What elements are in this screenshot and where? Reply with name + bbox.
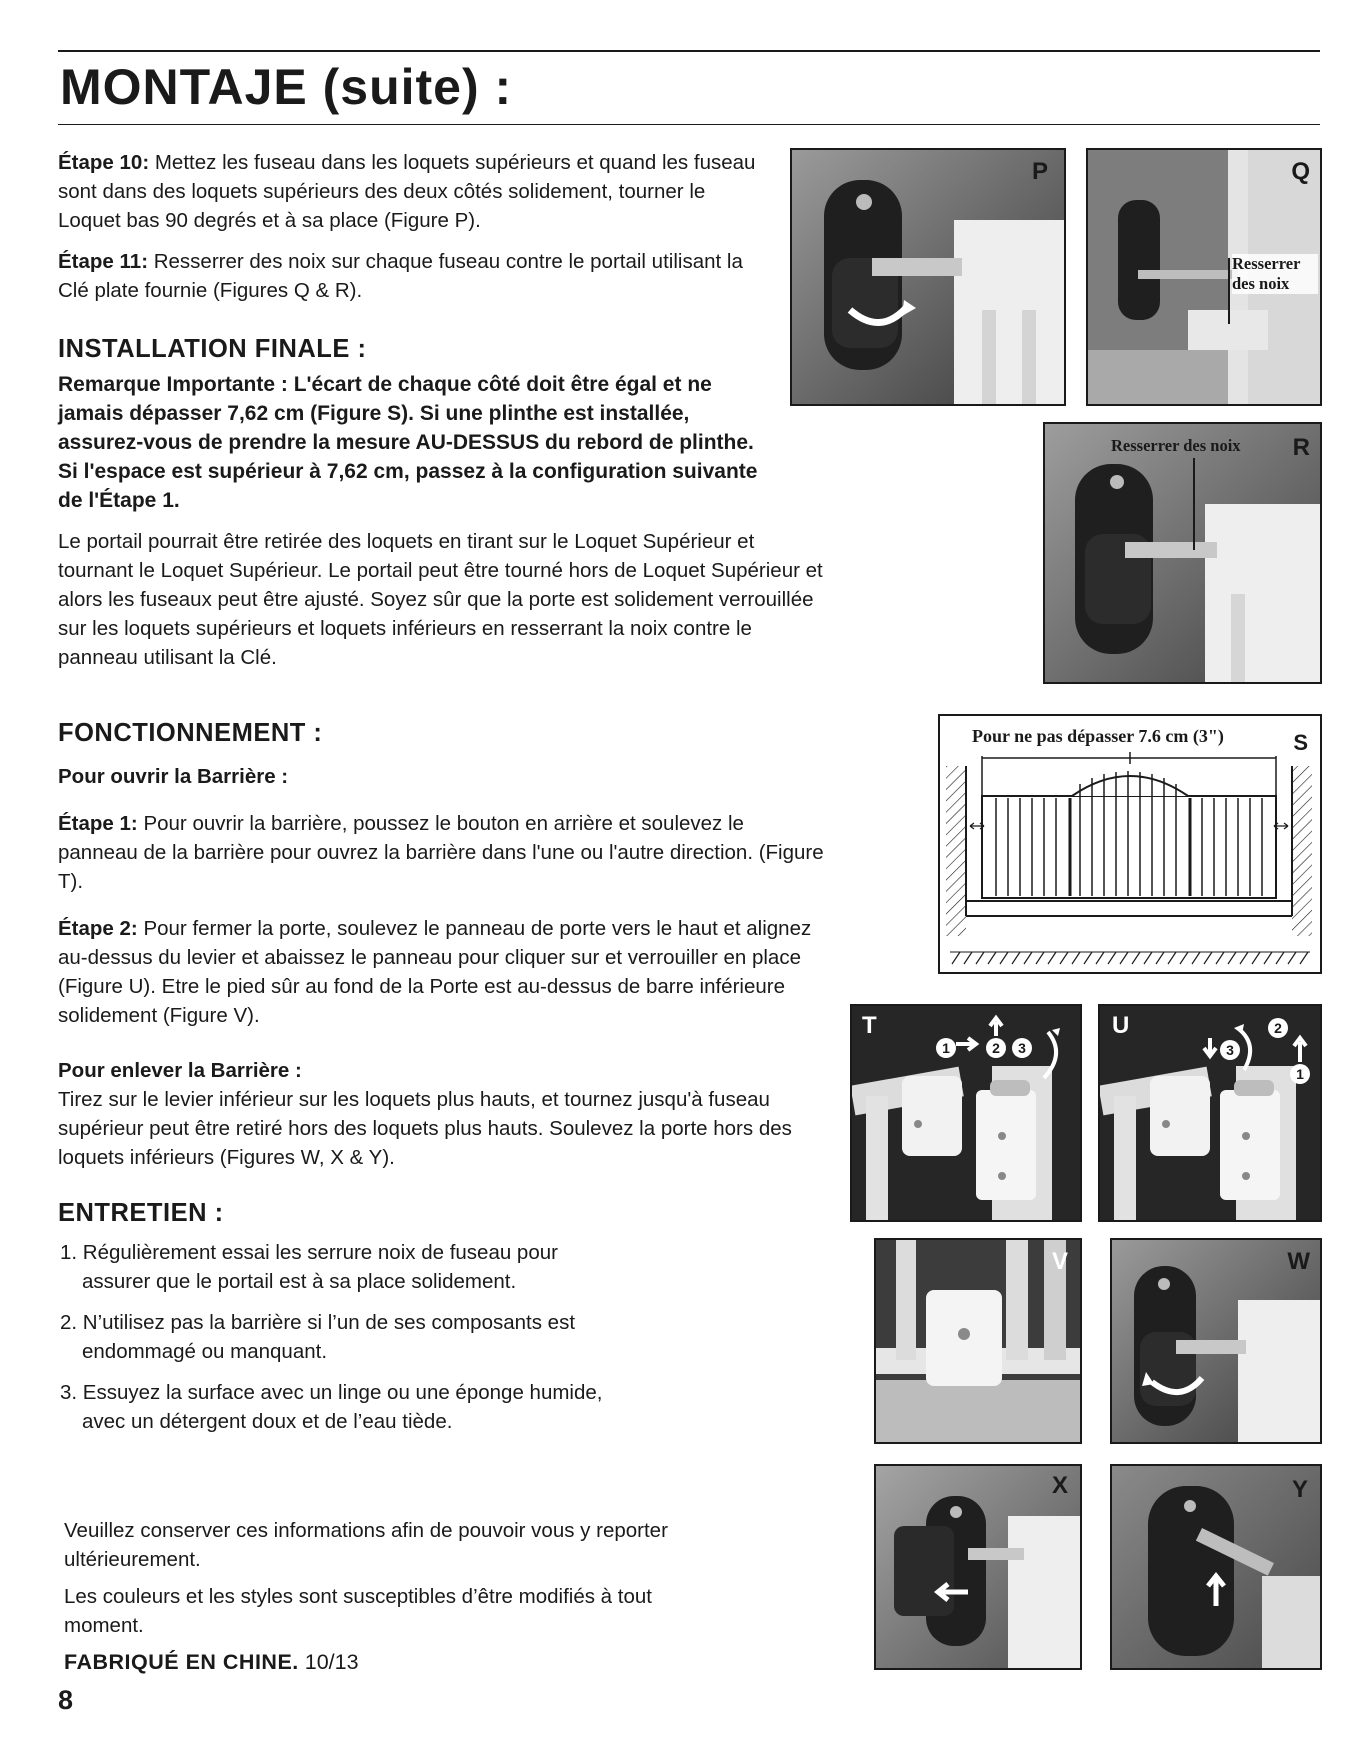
figure-u-label: U [1112, 1012, 1130, 1039]
figure-s-note: Pour ne pas dépasser 7.6 cm (3") [972, 726, 1224, 746]
figure-p [790, 148, 1066, 406]
figure-y-label: Y [1291, 1476, 1308, 1503]
figure-q [1086, 148, 1322, 406]
made-in-date: 10/13 [304, 1650, 359, 1674]
open-heading: Pour ouvrir la Barrière : [58, 765, 289, 788]
footer [64, 1516, 684, 1685]
step-11-label: Étape 11: [58, 250, 149, 273]
figure-q-pointer [1228, 258, 1230, 324]
open-step-2-label: Étape 2: [58, 917, 138, 940]
open-step-1 [58, 809, 828, 896]
installation-heading: INSTALLATION FINALE : [58, 335, 367, 363]
figure-w [1110, 1238, 1322, 1444]
fonctionnement-heading: FONCTIONNEMENT : [58, 719, 323, 747]
figure-t-num-2: 2 [986, 1038, 1006, 1058]
figure-u [1098, 1004, 1322, 1222]
page-number: 8 [58, 1685, 74, 1715]
figure-r-illustration [1045, 424, 1320, 682]
figure-v [874, 1238, 1082, 1444]
remove-heading: Pour enlever la Barrière : [58, 1059, 302, 1082]
step-11 [58, 247, 758, 305]
figure-t-label: T [862, 1012, 877, 1039]
step-11-text: Resserrer des noix sur chaque fuseau contre le portail utilisant la Clé plate fournie (Figures Q & R). [58, 250, 743, 302]
step-10-label: Étape 10: [58, 151, 150, 174]
made-in-label: FABRIQUÉ EN CHINE. [64, 1650, 299, 1674]
footer-made-in [64, 1648, 684, 1677]
installation-body: Le portail pourrait être retirée des loquets en tirant sur le Loquet Supérieur et tournant le Loquet Supérieur. Le portail peut être tourné hors de Loquet Supérieur et alors les fuseaux peut être ajusté. Soyez sûr que la porte est solidement verrouillée sur les loquets supérieurs et loquets inférieurs en resserrant la noix contre le panneau utilisant la Clé. [58, 530, 823, 669]
open-step-2 [58, 914, 828, 1030]
page-title: MONTAJE (suite) : [60, 59, 513, 115]
figure-t-num-3: 3 [1012, 1038, 1032, 1058]
entretien-heading: ENTRETIEN : [58, 1199, 224, 1227]
figure-w-label: W [1287, 1248, 1310, 1275]
figure-y [1110, 1464, 1322, 1670]
figure-p-illustration [792, 150, 1064, 404]
figure-v-label: V [1051, 1248, 1068, 1275]
footer-keep: Veuillez conserver ces informations afin de pouvoir vous y reporter ultérieurement. [64, 1519, 668, 1571]
entretien-item-3: 3. Essuyez la surface avec un linge ou une éponge humide, avec un détergent doux et de l’eau tiède. [60, 1381, 603, 1433]
figure-t-illustration [852, 1006, 1080, 1220]
figure-r-label: R [1292, 434, 1310, 461]
figure-x [874, 1464, 1082, 1670]
figure-v-illustration [876, 1240, 1080, 1442]
steps-top [58, 148, 758, 317]
figure-q-label: Q [1291, 158, 1310, 185]
fonctionnement-section [58, 718, 828, 1184]
figure-r-note: Resserrer des noix [1111, 436, 1241, 455]
footer-colors: Les couleurs et les styles sont susceptibles d’être modifiés à tout moment. [64, 1585, 652, 1637]
figure-u-num-2: 2 [1268, 1018, 1288, 1038]
installation-remarque: Remarque Importante : L'écart de chaque côté doit être égal et ne jamais dépasser 7,62 cm (Figure S). Si une plinthe est installée, assurez-vous de prendre la mesure AU-DESSUS du rebord de plinthe. Si l'espace est supérieur à 7,62 cm, passez à la configuration suivante de l'Étape 1. [58, 373, 758, 512]
remove-text: Tirez sur le levier inférieur sur les loquets plus hauts, et tournez jusqu'à fuseau supérieur peut être retiré hors des loquets plus hauts. Soulevez la porte hors des loquets inférieurs (Figures W, X & Y). [58, 1088, 792, 1169]
entretien-item-1: 1. Régulièrement essai les serrure noix de fuseau pour assurer que le portail est à sa place solidement. [60, 1241, 558, 1293]
figure-s-diagram [940, 716, 1320, 972]
figure-t-num-1: 1 [936, 1038, 956, 1058]
figure-p-label: P [1031, 158, 1048, 185]
open-step-1-label: Étape 1: [58, 812, 138, 835]
step-10-text: Mettez les fuseau dans les loquets supérieurs et quand les fuseau sont dans des loquets supérieurs des deux côtés solidement, tourner le Loquet bas 90 degrés et à sa place (Figure P). [58, 151, 756, 232]
figure-r-pointer [1193, 458, 1195, 550]
figure-x-label: X [1051, 1472, 1068, 1499]
figure-t [850, 1004, 1082, 1222]
figure-u-illustration [1100, 1006, 1320, 1220]
figure-u-num-3: 3 [1220, 1040, 1240, 1060]
open-step-1-text: Pour ouvrir la barrière, poussez le bouton en arrière et soulevez le panneau de la barrière pour ouvrez la barrière dans l'une ou l'autre direction. (Figure T). [58, 812, 824, 893]
title-rule [58, 124, 1320, 125]
step-10 [58, 148, 758, 235]
figure-y-illustration [1112, 1466, 1320, 1668]
figure-r [1043, 422, 1322, 684]
entretien-section [58, 1198, 618, 1448]
figure-q-note: Resserrer des noix [1232, 254, 1318, 294]
figure-s-label: S [1293, 730, 1308, 755]
open-step-2-text: Pour fermer la porte, soulevez le panneau de porte vers le haut et alignez au-dessus du levier et abaissez le panneau pour cliquer sur et verrouiller en place (Figure U). Etre le pied sûr au fond de la Porte est au-dessus de barre inférieure solidement (Figure V). [58, 917, 812, 1027]
figure-s [938, 714, 1322, 974]
installation-section [58, 334, 828, 684]
top-rule [58, 50, 1320, 52]
figure-x-illustration [876, 1466, 1080, 1668]
entretien-item-2: 2. N’utilisez pas la barrière si l’un de ses composants est endommagé ou manquant. [60, 1311, 576, 1363]
figure-u-num-1: 1 [1290, 1064, 1310, 1084]
